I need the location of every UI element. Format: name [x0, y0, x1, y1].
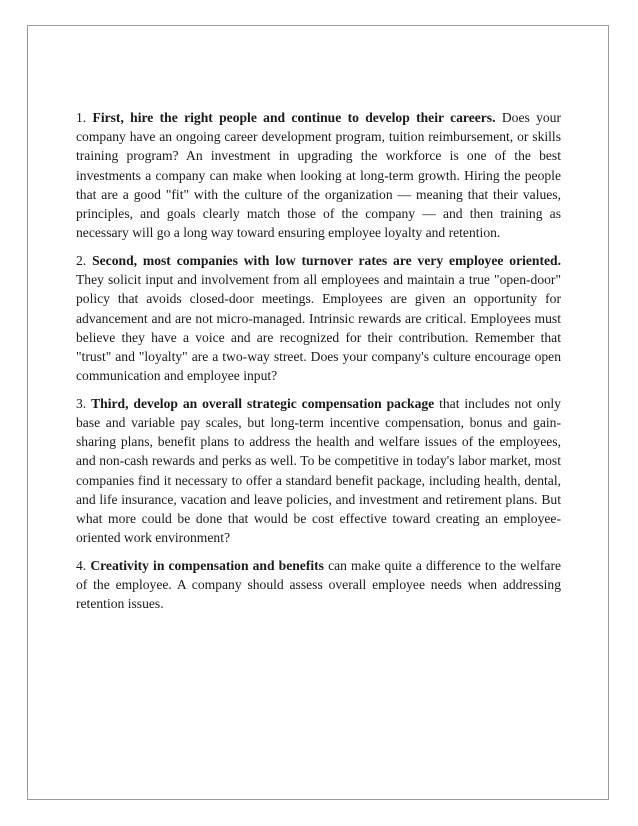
paragraph-text: They solicit input and involvement from all employees and maintain a true "open-door" policy that avoids closed-door meetings. Employees are given an opportunity for advancement and are not micro-managed. Intrinsic rewards are critical. Employees must believe they have a voice and are recognized for their contribution. Remember that "trust" and "loyalty" are a two-way street. Does your company's culture encourage open communication and employee input?	[76, 272, 561, 384]
paragraph-heading: Creativity in compensation and benefits	[90, 557, 324, 573]
paragraph-number: 1.	[76, 110, 87, 125]
paragraph-1	[76, 108, 561, 242]
paragraph-2	[76, 251, 561, 385]
paragraph-number: 2.	[76, 252, 87, 268]
paragraph-number: 4.	[76, 557, 87, 573]
paragraph-heading: Second, most companies with low turnover rates are very employee oriented.	[92, 252, 561, 268]
paragraph-4	[76, 556, 561, 614]
paragraph-text: that includes not only base and variable pay scales, but long-term incentive compensation, bonus and gain-sharing plans, benefit plans to address the health and welfare issues of the employees, and non-cash rewards and perks as well. To be competitive in today's labor market, most companies find it necessary to offer a standard benefit package, including health, dental, and life insurance, vacation and leave policies, and investment and retirement plans. But what more could be done that would be cost effective toward creating an employee-oriented work environment?	[76, 395, 561, 546]
paragraph-heading: First, hire the right people and continue to develop their careers.	[92, 110, 496, 125]
paragraph-heading: Third, develop an overall strategic compensation package	[91, 395, 435, 411]
paragraph-text: can make quite a difference to the welfare of the employee. A company should assess overall employee needs when addressing retention issues.	[76, 557, 562, 612]
document-body	[76, 108, 561, 622]
paragraph-text: Does your company have an ongoing career development program, tuition reimbursement, or skills training program? An investment in upgrading the workforce is one of the best investments a company can make when looking at long-term growth. Hiring the people that are a good "fit" with the culture of the organization — meaning that their values, principles, and goals clearly match those of the company — and then training as necessary will go a long way toward ensuring employee loyalty and retention.	[76, 110, 561, 241]
paragraph-3	[76, 394, 561, 548]
paragraph-number: 3.	[76, 395, 87, 411]
